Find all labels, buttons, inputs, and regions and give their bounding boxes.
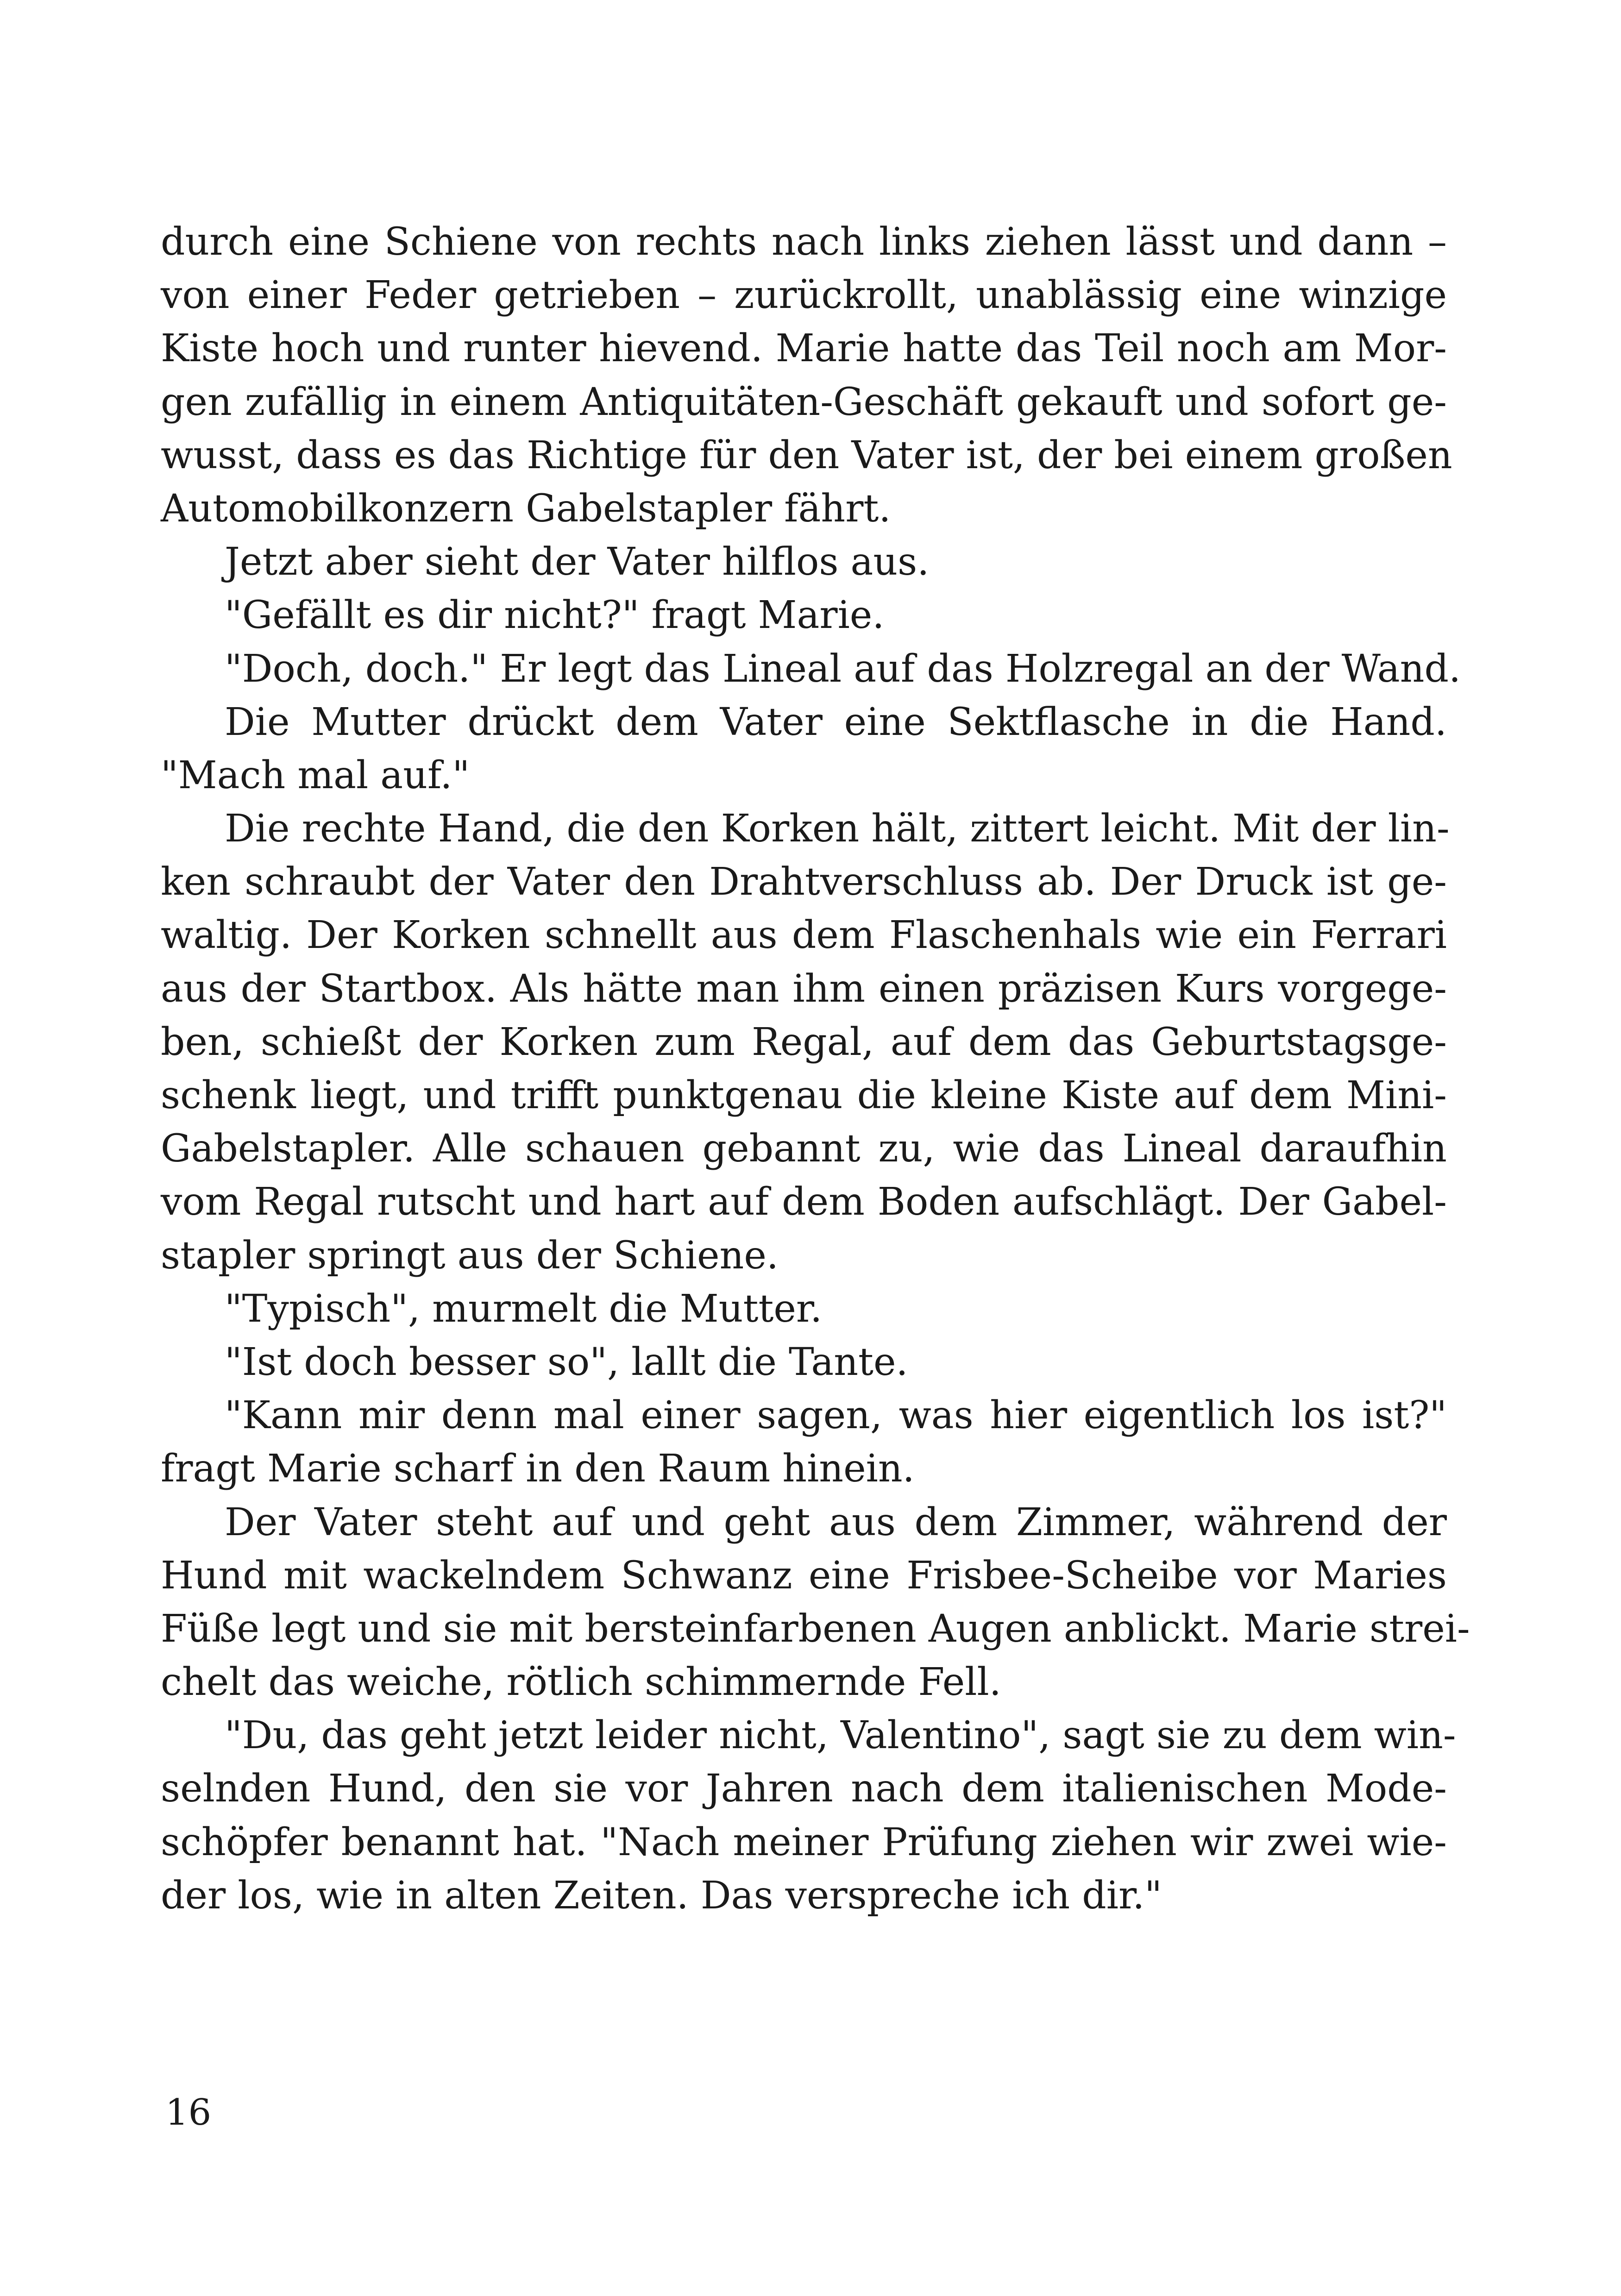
text-line: "Kann mir denn mal einer sagen, was hier eigentlich los ist?" xyxy=(225,1393,1447,1438)
text-line: Die Mutter drückt dem Vater eine Sektflasche in die Hand. xyxy=(225,700,1447,744)
text-line: wusst, dass es das Richtige für den Vater ist, der bei einem großen xyxy=(161,433,1452,477)
text-line: aus der Startbox. Als hätte man ihm einen präzisen Kurs vorgege- xyxy=(161,966,1447,1011)
text-line: Kiste hoch und runter hievend. Marie hatte das Teil noch am Mor- xyxy=(161,326,1447,371)
text-line: Automobilkonzern Gabelstapler fährt. xyxy=(161,486,891,531)
text-line: selnden Hund, den sie vor Jahren nach dem italienischen Mode- xyxy=(161,1767,1447,1811)
text-line: Gabelstapler. Alle schauen gebannt zu, wie das Lineal daraufhin xyxy=(161,1127,1447,1171)
page-number: 16 xyxy=(165,2092,212,2133)
text-line: vom Regal rutscht und hart auf dem Boden aufschlägt. Der Gabel- xyxy=(161,1180,1447,1224)
page-body-text xyxy=(161,215,1470,1922)
text-line: fragt Marie scharf in den Raum hinein. xyxy=(161,1447,915,1491)
text-line: durch eine Schiene von rechts nach links ziehen lässt und dann – xyxy=(161,220,1447,264)
text-line: der los, wie in alten Zeiten. Das verspreche ich dir." xyxy=(161,1873,1162,1918)
text-line: von einer Feder getrieben – zurückrollt, unablässig eine winzige xyxy=(161,273,1447,318)
text-line: stapler springt aus der Schiene. xyxy=(161,1233,779,1278)
text-line: "Gefällt es dir nicht?" fragt Marie. xyxy=(225,593,885,638)
text-line: gen zufällig in einem Antiquitäten-Geschäft gekauft und sofort ge- xyxy=(161,380,1447,424)
text-line: Die rechte Hand, die den Korken hält, zittert leicht. Mit der lin- xyxy=(225,807,1450,851)
text-line: waltig. Der Korken schnellt aus dem Flaschenhals wie ein Ferrari xyxy=(161,913,1447,958)
text-line: chelt das weiche, rötlich schimmernde Fell. xyxy=(161,1660,1001,1705)
text-line: "Doch, doch." Er legt das Lineal auf das Holzregal an der Wand. xyxy=(225,646,1461,691)
text-line: schöpfer benannt hat. "Nach meiner Prüfung ziehen wir zwei wie- xyxy=(161,1820,1447,1864)
text-line: "Mach mal auf." xyxy=(161,753,470,797)
text-line: "Du, das geht jetzt leider nicht, Valentino", sagt sie zu dem win- xyxy=(225,1713,1456,1758)
text-line: Hund mit wackelndem Schwanz eine Frisbee-Scheibe vor Maries xyxy=(161,1553,1447,1598)
text-line: ben, schießt der Korken zum Regal, auf dem das Geburtstagsge- xyxy=(161,1020,1447,1064)
text-line: Jetzt aber sieht der Vater hilflos aus. xyxy=(225,540,930,584)
text-line: "Typisch", murmelt die Mutter. xyxy=(225,1286,823,1331)
text-line: "Ist doch besser so", lallt die Tante. xyxy=(225,1340,908,1384)
text-line: ken schraubt der Vater den Drahtverschluss ab. Der Druck ist ge- xyxy=(161,860,1447,904)
text-line: Füße legt und sie mit bersteinfarbenen Augen anblickt. Marie strei- xyxy=(161,1606,1470,1651)
text-line: Der Vater steht auf und geht aus dem Zimmer, während der xyxy=(225,1500,1447,1544)
text-line: schenk liegt, und trifft punktgenau die kleine Kiste auf dem Mini- xyxy=(161,1073,1447,1117)
